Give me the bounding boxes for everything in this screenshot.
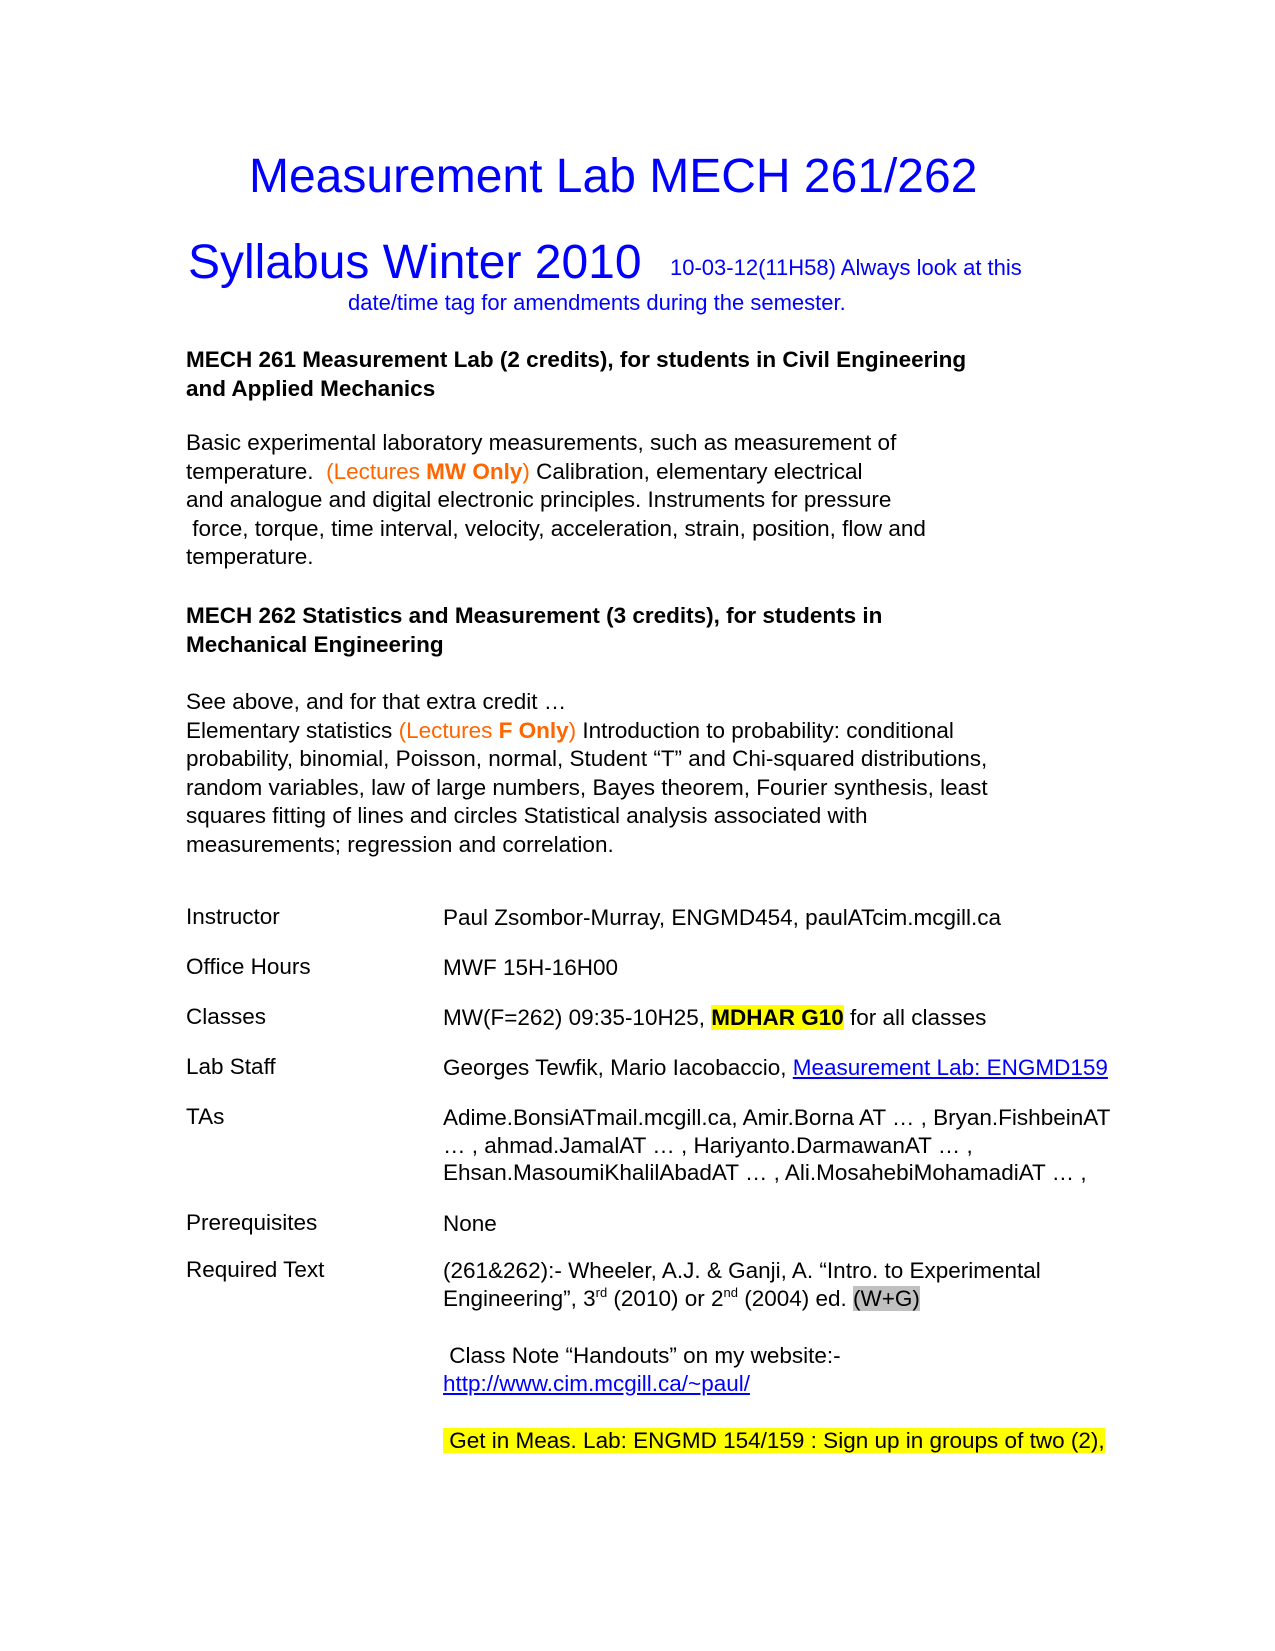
lect-days-261: MW Only: [426, 458, 523, 484]
mech262-line2: [186, 717, 988, 746]
mech262-line2-post: Introduction to probability: conditional: [576, 717, 954, 743]
classes-value: [443, 1004, 986, 1032]
measurement-lab-link[interactable]: Measurement Lab: ENGMD159: [792, 1055, 1108, 1080]
signup-text: Get in Meas. Lab: ENGMD 154/159 : Sign up in groups of two (2),: [443, 1428, 1105, 1453]
mech261-line4: force, torque, time interval, velocity, acceleration, strain, position, flow and: [186, 515, 926, 541]
office-hours-label: Office Hours: [186, 954, 311, 979]
tas-line1: Adime.BonsiATmail.mcgill.ca, Amir.Borna AT … , Bryan.FishbeinAT: [443, 1105, 1111, 1130]
mech262-line2-pre: Elementary statistics: [186, 717, 399, 743]
mech261-line3: and analogue and digital electronic principles. Instruments for pressure: [186, 487, 892, 512]
lect-days-262: F Only: [498, 717, 569, 743]
mech262-heading: [186, 602, 882, 659]
text-sup-nd: nd: [723, 1284, 738, 1300]
page-title: Measurement Lab MECH 261/262: [249, 150, 978, 203]
mech262-heading-line1: MECH 262 Statistics and Measurement (3 credits), for students in: [186, 603, 883, 628]
classes-note: for all classes: [843, 1005, 987, 1030]
lectures-note-262: [399, 718, 577, 743]
required-text-label: Required Text: [186, 1257, 325, 1282]
tas-line2: … , ahmad.JamalAT … , Hariyanto.DarmawanAT … ,: [443, 1132, 973, 1158]
mech261-heading: [186, 346, 966, 403]
mech262-line4: random variables, law of large numbers, Bayes theorem, Fourier synthesis, least: [186, 774, 988, 800]
mech262-line3: probability, binomial, Poisson, normal, Student “T” and Chi-squared distributions,: [186, 746, 988, 771]
text-sup-rd: rd: [595, 1284, 608, 1300]
mech262-line5: squares fitting of lines and circles Statistical analysis associated with: [186, 803, 868, 828]
text-edition-c: (2004) ed.: [737, 1285, 854, 1311]
instructor-value: Paul Zsombor-Murray, ENGMD454, paulATcim.mcgill.ca: [443, 905, 1002, 930]
revision-note: date/time tag for amendments during the semester.: [348, 290, 846, 315]
text-edition-b: (2010) or 2: [607, 1285, 724, 1311]
revision-timestamp: 10-03-12(11H58) Always look at this: [670, 255, 1022, 280]
required-text-line1: (261&262):- Wheeler, A.J. & Ganji, A. “Intro. to Experimental: [443, 1258, 1041, 1283]
lab-staff-value: [443, 1054, 1108, 1082]
signup-notice: [443, 1427, 1105, 1455]
subtitle-text: Syllabus Winter 2010: [188, 236, 642, 289]
classes-label: Classes: [186, 1004, 267, 1029]
mech262-line1: See above, and for that extra credit …: [186, 689, 567, 714]
website-link-row: [443, 1370, 750, 1398]
lect-close: ): [568, 717, 577, 743]
tas-line3: Ehsan.MasoumiKhalilAbadAT … , Ali.MosahebiMohamadiAT … ,: [443, 1160, 1087, 1185]
prerequisites-label: Prerequisites: [186, 1210, 318, 1235]
lect-open: (Lectures: [326, 458, 427, 484]
classes-room: MDHAR G10: [711, 1005, 844, 1030]
lectures-note-261: [326, 459, 530, 484]
lab-staff-label: Lab Staff: [186, 1054, 276, 1079]
instructor-label: Instructor: [186, 904, 280, 929]
office-hours-value: MWF 15H-16H00: [443, 955, 619, 980]
tas-label: TAs: [186, 1104, 225, 1129]
mech262-line6: measurements; regression and correlation.: [186, 831, 614, 857]
mech261-description: [186, 429, 926, 572]
tas-value: [443, 1104, 1110, 1187]
prerequisites-value: None: [443, 1211, 497, 1236]
required-text-line2: [443, 1285, 1041, 1313]
mech261-line2: [186, 458, 926, 487]
lab-staff-names: Georges Tewfik, Mario Iacobaccio,: [443, 1055, 793, 1080]
handouts-line: Class Note “Handouts” on my website:-: [443, 1343, 841, 1368]
mech261-line5: temperature.: [186, 544, 314, 569]
lect-open: (Lectures: [398, 717, 499, 743]
mech262-heading-line2: Mechanical Engineering: [186, 631, 444, 657]
classes-time: MW(F=262) 09:35-10H25,: [443, 1005, 712, 1030]
mech261-line1: Basic experimental laboratory measurements, such as measurement of: [186, 430, 897, 455]
mech261-heading-line1: MECH 261 Measurement Lab (2 credits), for students in Civil Engineering: [186, 347, 967, 372]
mech261-line2-pre: temperature.: [186, 458, 327, 484]
website-link[interactable]: http://www.cim.mcgill.ca/~paul/: [443, 1371, 750, 1396]
text-edition-a: Engineering”, 3: [443, 1285, 596, 1311]
lect-close: ): [522, 458, 530, 484]
mech261-heading-line2: and Applied Mechanics: [186, 375, 436, 401]
mech262-description: [186, 688, 988, 859]
page-subtitle: [188, 235, 642, 290]
mech261-line2-post: Calibration, elementary electrical: [529, 458, 863, 484]
required-text-value: [443, 1257, 1041, 1312]
text-abbreviation: (W+G): [853, 1285, 920, 1311]
